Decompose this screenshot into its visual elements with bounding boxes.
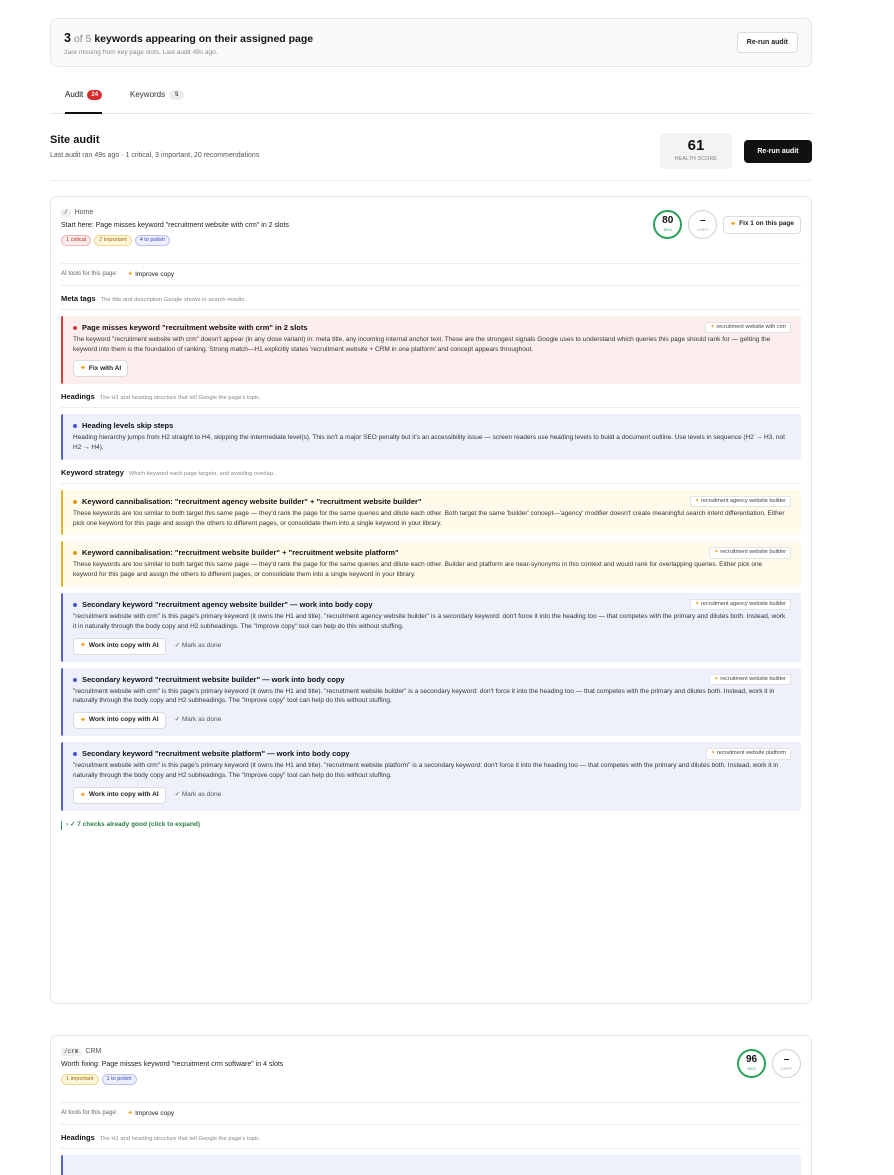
seo-score-ring [653, 210, 682, 239]
work-into-copy-button[interactable] [73, 712, 166, 729]
tab-audit[interactable] [65, 90, 102, 114]
fix-with-ai-button[interactable] [73, 360, 128, 377]
keyword-tag [709, 547, 791, 558]
copy-score-label: COPY [780, 1066, 793, 1072]
section-divider [61, 483, 801, 484]
copy-score-value: – [783, 1054, 790, 1066]
pill-critical: 1 critical [61, 235, 91, 246]
copy-score-value: – [699, 215, 706, 227]
keyword-tag [690, 599, 791, 610]
issue-title-row [73, 497, 790, 507]
issue-polish [61, 668, 801, 737]
issue-title-row [73, 548, 790, 558]
work-into-copy-label: Work into copy with AI [88, 716, 159, 724]
keyword-tag-label: recruitment website builder [720, 549, 786, 556]
sparkle-icon: ✦ [694, 497, 700, 504]
page-scores [653, 210, 801, 239]
sparkle-icon: ✦ [80, 716, 86, 724]
improve-copy-button[interactable] [127, 270, 174, 280]
section-divider [61, 309, 801, 310]
page-path: / [61, 209, 71, 217]
improve-copy-label: Improve copy [135, 270, 175, 278]
page-card-header [61, 1047, 801, 1103]
issue-body: These keywords are too similar to both target this same page — they'd rank the page for the same queries and dilute each other. Both target the same 'builder' concept—'agency' modifier doesn't create meaningful search intent differentiation. Either pick one keyword for this page and assign the others to different pages, or consolidate them into a single keyword in your library. [73, 509, 785, 527]
issue-polish [61, 1155, 801, 1175]
sparkle-icon: ✦ [80, 365, 86, 373]
summary-headline [64, 30, 798, 47]
section-headings [61, 392, 801, 403]
issue-polish [61, 414, 801, 460]
severity-dot [73, 326, 77, 330]
issue-polish [61, 593, 801, 662]
work-into-copy-label: Work into copy with AI [88, 790, 159, 798]
work-into-copy-label: Work into copy with AI [88, 641, 159, 649]
seo-score-label: SEO [747, 1066, 756, 1072]
issue-actions [73, 712, 790, 729]
issue-title-row [73, 421, 790, 431]
issue-title: Secondary keyword "recruitment website builder" — work into body copy [82, 674, 345, 684]
sparkle-icon: ✦ [714, 675, 719, 682]
rerun-audit-button[interactable]: Re-run audit [737, 32, 798, 53]
keyword-tag [690, 496, 791, 507]
section-description: The title and description Google shows in search results. [100, 297, 246, 303]
issue-body: "recruitment website with crm" is this page's primary keyword (it owns the H1 and title). "recruitment website builder" is a secondary keyword: don't force it into the heading too — that competes with the primary and dilutes both. Instead, work it in naturally through the body copy and H2 subheadings. The "Improve copy" tool can help do this without stuffing. [73, 687, 775, 705]
pill-important: 1 important [61, 1074, 99, 1085]
issue-title-row [73, 749, 790, 759]
page-path-row [61, 1047, 801, 1056]
page-name: Home [74, 209, 94, 216]
ai-tools-row [61, 1103, 801, 1125]
severity-dot [73, 424, 77, 428]
issue-actions [73, 787, 790, 804]
seo-score-ring [737, 1049, 766, 1078]
section-title: Headings [61, 392, 95, 402]
section-meta-tags [61, 294, 801, 305]
summary-count: 3 [64, 31, 71, 45]
section-keyword-strategy [61, 468, 801, 479]
seo-score-value: 80 [662, 215, 674, 227]
issue-body: These keywords are too similar to both target this same page — they'd rank the page for the same queries and dilute each other. Builder and platform are near-synonyms in this context and would rank for overlapping queries. Either pick one keyword for this page and assign the others to different pages, or consolidate them into a single keyword in your library. [73, 561, 763, 579]
issue-title: Keyword cannibalisation: "recruitment agency website builder" + "recruitment website builder" [82, 496, 422, 506]
work-into-copy-button[interactable] [73, 787, 166, 804]
section-title: Headings [61, 1133, 95, 1142]
section-description: The H1 and heading structure that tell Google the page's topic. [99, 395, 261, 402]
good-checks-toggle[interactable]: › ✓ 7 checks already good (click to expand) [61, 821, 801, 830]
keyword-tag-label: recruitment website with crm [716, 323, 786, 330]
ai-tools-row [61, 264, 801, 286]
summary-headline-text: keywords appearing on their assigned page [94, 33, 314, 45]
severity-dot [73, 551, 77, 555]
pill-important: 2 important [94, 235, 132, 246]
pill-polish: 4 to polish [135, 235, 170, 246]
section-description: The H1 and heading structure that tell Google the page's topic. [99, 1136, 261, 1142]
ai-tools-label: AI tools for this page: [61, 1110, 118, 1117]
copy-score-ring [688, 210, 717, 239]
keyword-tag-label: recruitment website platform [716, 750, 786, 757]
fix-page-label: Fix 1 on this page [739, 220, 794, 228]
seo-score-label: SEO [663, 227, 672, 233]
improve-copy-label: Improve copy [135, 1109, 175, 1117]
sparkle-icon: ✦ [730, 220, 737, 228]
tab-keywords[interactable] [130, 90, 184, 114]
mark-as-done-button[interactable]: ✓ Mark as done [174, 716, 222, 724]
section-divider [61, 1148, 801, 1149]
severity-dot [73, 500, 77, 504]
sparkle-icon: ✦ [127, 1109, 134, 1117]
seo-score-value: 96 [745, 1054, 758, 1066]
page-card-home [50, 196, 812, 1004]
sparkle-icon: ✦ [710, 750, 716, 757]
work-into-copy-button[interactable] [73, 638, 166, 655]
section-divider [61, 407, 801, 408]
issue-actions [73, 638, 790, 655]
sparkle-icon: ✦ [80, 791, 86, 799]
severity-dot [73, 603, 77, 607]
section-headings [61, 1133, 801, 1144]
page-path: /crm [61, 1048, 81, 1056]
site-audit-title: Site audit [50, 134, 100, 146]
page-card-header [61, 208, 801, 264]
issue-important [61, 541, 801, 587]
mark-as-done-button[interactable]: ✓ Mark as done [174, 641, 222, 649]
severity-pills [61, 1074, 801, 1085]
issue-body: Heading hierarchy jumps from H2 straight to H4, skipping the intermediate level(s). This isn't a major SEO penalty but it's an accessibility issue — screen readers use heading levels to build a document outline. Use levels in sequence (H2 → H3, not H2 → H4). [73, 434, 785, 452]
issue-critical [61, 316, 801, 385]
fix-with-ai-label: Fix with AI [88, 364, 122, 372]
copy-score-label: COPY [697, 227, 709, 233]
issue-title: Keyword cannibalisation: "recruitment website builder" + "recruitment website platform" [82, 548, 399, 558]
keyword-tag [709, 674, 791, 685]
sparkle-icon: ✦ [127, 270, 134, 278]
health-score-label: HEALTH SCORE [674, 156, 718, 163]
sparkle-icon: ✦ [694, 600, 700, 607]
issue-body: "recruitment website with crm" is this page's primary keyword (it owns the H1 and title). "recruitment agency website builder" is a secondary keyword: don't force it into the heading too — that competes with the primary and dilutes both. Instead, work it in naturally through the body copy and H2 subheadings. The "Improve copy" tool can help do this without stuffing. [73, 613, 786, 630]
improve-copy-button[interactable] [127, 1109, 174, 1119]
page-name: CRM [85, 1048, 102, 1055]
tab-audit-label: Audit [65, 90, 84, 99]
issue-title: Secondary keyword "recruitment website platform" — work into body copy [82, 749, 350, 759]
severity-dot [73, 678, 77, 682]
page-card-crm [50, 1035, 812, 1175]
health-score-value: 61 [687, 137, 705, 154]
ai-tools-label: AI tools for this page: [61, 271, 118, 278]
health-score-box [660, 133, 732, 169]
issue-title: Secondary keyword "recruitment agency website builder" — work into body copy [82, 599, 373, 609]
fix-page-button[interactable] [723, 216, 801, 234]
keyword-summary-card [50, 18, 812, 67]
issue-title: Page misses keyword "recruitment website with crm" in 2 slots [82, 322, 308, 332]
issue-title-row [73, 675, 790, 685]
section-title: Keyword strategy [61, 467, 124, 477]
page-headline: Worth fixing: Page misses keyword "recruitment crm software" in 4 slots [61, 1061, 284, 1069]
issue-actions [73, 360, 790, 377]
page-scores [737, 1049, 801, 1078]
issue-important [61, 490, 801, 536]
section-description: Which keyword each page targets, and avoiding overlap. [128, 470, 275, 477]
tab-keywords-label: Keywords [130, 90, 166, 99]
severity-dot [73, 752, 77, 756]
keyword-tag-label: recruitment website builder [720, 675, 786, 682]
sparkle-icon: ✦ [714, 549, 719, 556]
tab-audit-count: 24 [87, 90, 102, 100]
issue-polish [61, 742, 801, 811]
copy-score-ring [772, 1049, 801, 1078]
summary-subtext: 2are missing from key page slots. Last audit 49s ago. [64, 48, 218, 56]
issue-body: "recruitment website with crm" is this page's primary keyword (it owns the H1 and title). "recruitment website platform" is a secondary keyword: don't force it into the heading too — that competes with the primary and dilutes both. Instead, work it in naturally through the body copy and H2 subheadings. The "Improve copy" tool can help do this without stuffing. [73, 762, 779, 780]
keyword-tag-label: recruitment agency website builder [701, 600, 786, 607]
site-audit-header [50, 133, 812, 181]
keyword-tag [706, 748, 791, 759]
pill-polish: 1 to polish [102, 1074, 137, 1085]
issue-title-row [73, 600, 790, 610]
site-audit-meta: Last audit ran 49s ago · 1 critical, 3 important, 20 recommendations [50, 151, 260, 159]
issue-title-row [73, 323, 790, 333]
mark-as-done-button[interactable]: ✓ Mark as done [174, 790, 222, 798]
keyword-tag [705, 322, 791, 333]
tab-bar [50, 84, 812, 114]
sparkle-icon: ✦ [710, 323, 715, 330]
sparkle-icon: ✦ [80, 642, 86, 650]
summary-of: of 5 [73, 33, 92, 45]
issue-body: The keyword "recruitment website with crm" doesn't appear (in any close variant) in: meta title, any incoming internal anchor text. These are the strongest signals Google uses to understand which queries this page should rank for — getting the keyword into them is the foundation of ranking. Strong match—H1 explicitly states 'recruitment website + CRM in one platform' and concept appears throughout. [73, 335, 771, 353]
rerun-audit-primary-button[interactable]: Re-run audit [744, 140, 812, 163]
section-title: Meta tags [61, 294, 96, 303]
keyword-tag-label: recruitment agency website builder [701, 497, 786, 504]
issue-title: Heading levels skip steps [82, 421, 174, 431]
page-headline: Start here: Page misses keyword "recruitment website with crm" in 2 slots [61, 222, 289, 230]
tab-keywords-count: 5 [169, 90, 184, 100]
